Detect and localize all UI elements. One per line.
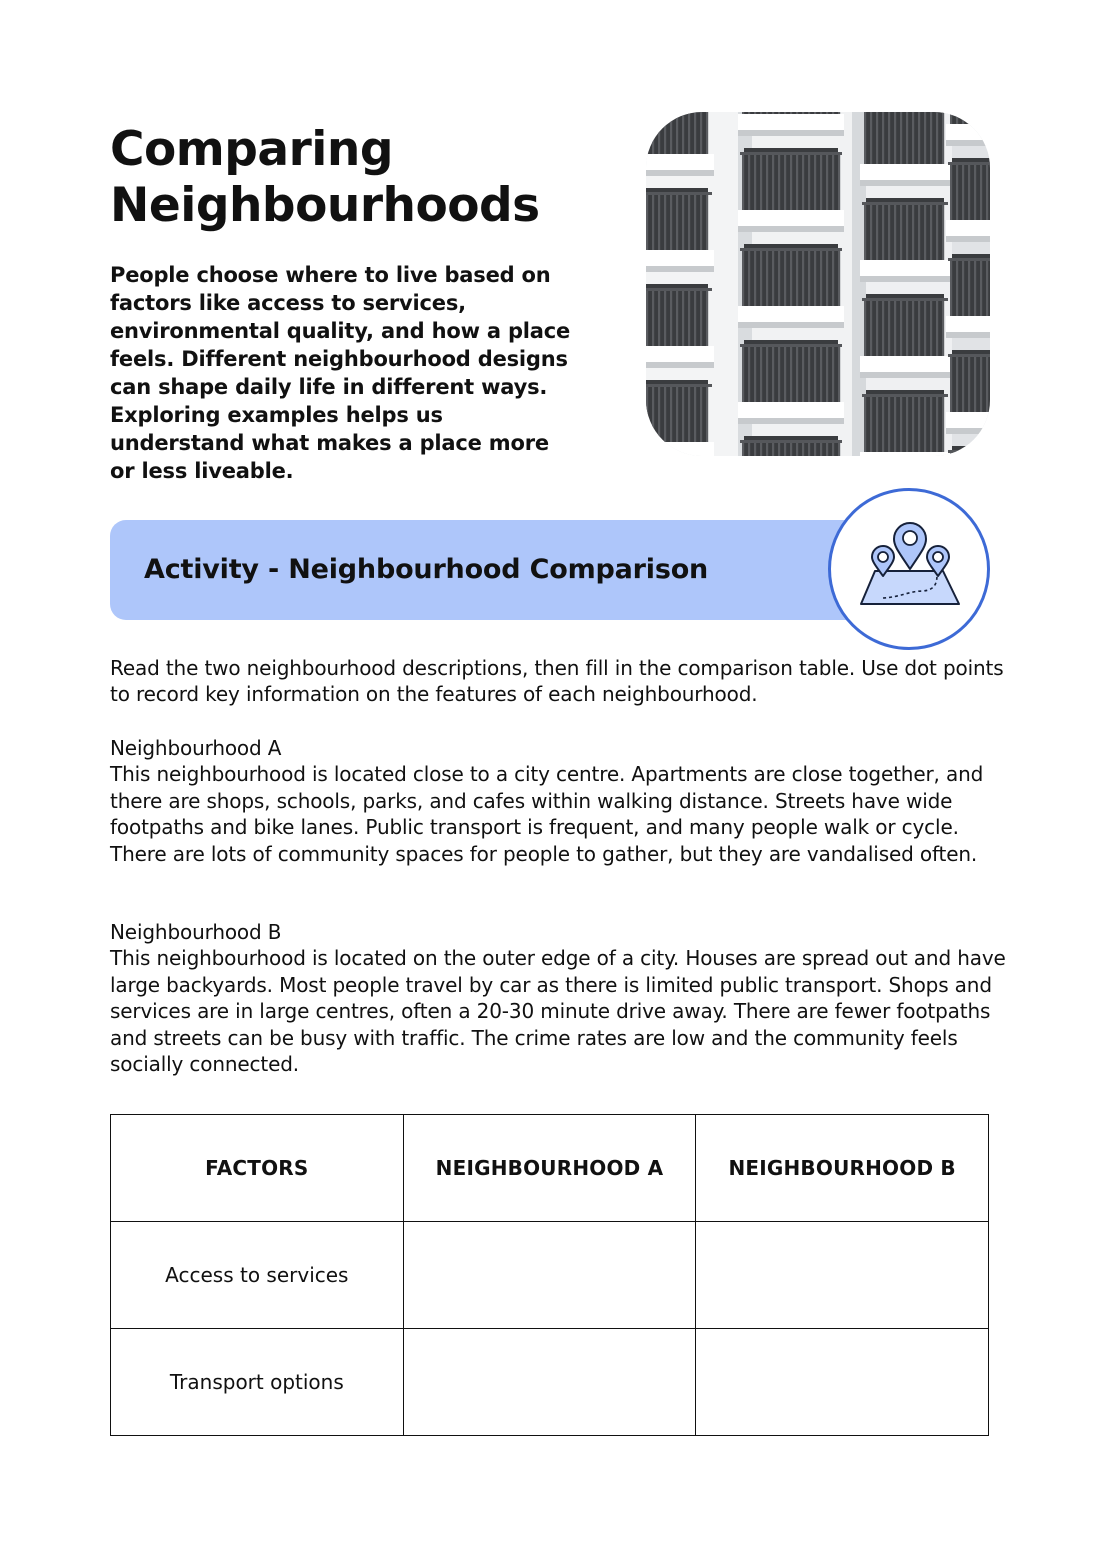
neighbourhood-b-description <box>110 919 1010 1077</box>
activity-banner <box>110 520 870 620</box>
answer-cell-b[interactable] <box>696 1329 989 1436</box>
answer-cell-a[interactable] <box>403 1222 696 1329</box>
neighbourhood-a-description <box>110 735 1010 867</box>
page-title-line1: Comparing <box>110 122 394 177</box>
table-header-row <box>111 1115 989 1222</box>
table-row <box>111 1329 989 1436</box>
apartment-building-photo <box>646 112 990 456</box>
neighbourhood-b-text: This neighbourhood is located on the outer edge of a city. Houses are spread out and have large backyards. Most people travel by car as there is limited public transport. Shops and services are in large centres, often a 20-30 minute drive away. There are fewer footpaths and streets can be busy with traffic. The crime rates are low and the community feels socially connected. <box>110 946 1006 1077</box>
header-neighbourhood-a: NEIGHBOURHOOD A <box>403 1115 696 1222</box>
header-neighbourhood-b: NEIGHBOURHOOD B <box>696 1115 989 1222</box>
answer-cell-b[interactable] <box>696 1222 989 1329</box>
comparison-table <box>110 1114 989 1436</box>
factor-cell: Transport options <box>111 1329 404 1436</box>
activity-title: Activity - Neighbourhood Comparison <box>144 554 709 585</box>
neighbourhood-a-text: This neighbourhood is located close to a city centre. Apartments are close together, and there are shops, schools, parks, and cafes within walking distance. Streets have wide footpaths and bike lanes. Public transport is frequent, and many people walk or cycle. There are lots of community spaces for people to gather, but they are vandalised often. <box>110 762 984 866</box>
factor-cell: Access to services <box>111 1222 404 1329</box>
intro-paragraph: People choose where to live based on factors like access to services, environmental quality, and how a place feels. Different neighbourhood designs can shape daily life in different ways. Exploring examples helps us understand what makes a place more or less liveable. <box>110 263 571 483</box>
activity-instructions: Read the two neighbourhood descriptions, then fill in the comparison table. Use dot points to record key information on the features of each neighbourhood. <box>110 656 1004 707</box>
neighbourhood-a-label: Neighbourhood A <box>110 736 282 760</box>
page-title <box>110 122 610 234</box>
neighbourhood-b-label: Neighbourhood B <box>110 920 282 944</box>
page-title-line2: Neighbourhoods <box>110 178 540 233</box>
answer-cell-a[interactable] <box>403 1329 696 1436</box>
header-factors: FACTORS <box>111 1115 404 1222</box>
map-location-pins-icon <box>831 491 987 647</box>
table-row <box>111 1222 989 1329</box>
activity-badge <box>828 488 990 650</box>
